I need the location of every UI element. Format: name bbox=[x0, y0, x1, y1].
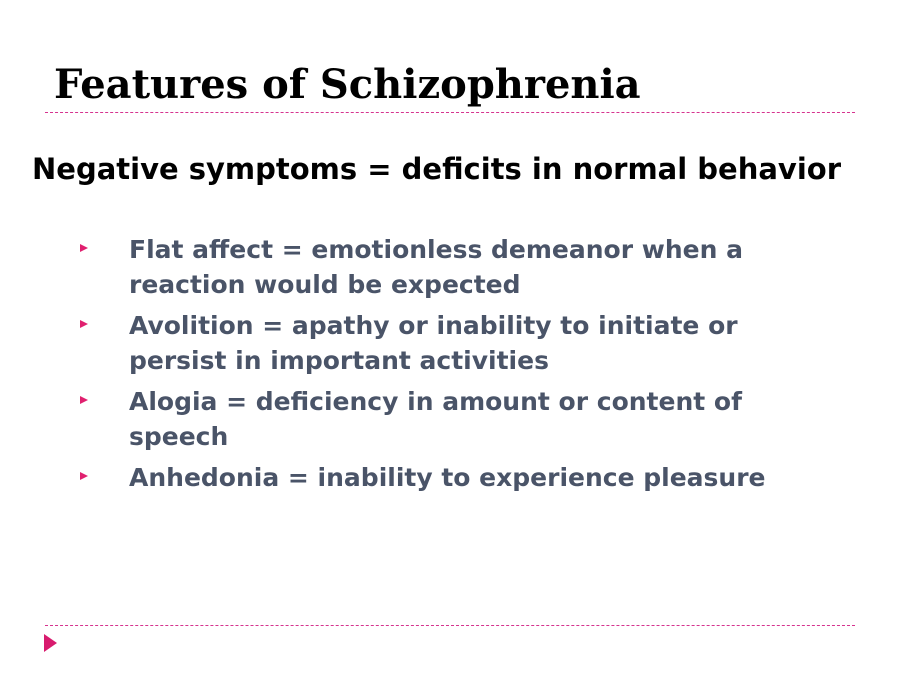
sub-point-text: Avolition = apathy or inability to initiate or persist in important activities bbox=[129, 311, 738, 375]
title-divider bbox=[45, 112, 855, 113]
sub-point-item bbox=[0, 308, 819, 378]
sub-point-text: Flat affect = emotionless demeanor when a reaction would be expected bbox=[129, 235, 743, 299]
sub-point-item bbox=[0, 384, 819, 454]
footer-divider bbox=[45, 625, 855, 626]
triangle-arrow-icon bbox=[44, 634, 57, 652]
slide-title: Features of Schizophrenia bbox=[54, 61, 641, 108]
sub-point-item bbox=[0, 460, 819, 495]
sub-point-text: Alogia = deficiency in amount or content of speech bbox=[129, 387, 742, 451]
triangle-bullet-icon bbox=[80, 244, 88, 252]
main-point: Negative symptoms = deficits in normal behavior bbox=[32, 152, 841, 186]
sub-point-text: Anhedonia = inability to experience pleasure bbox=[129, 463, 766, 492]
triangle-bullet-icon bbox=[80, 396, 88, 404]
sub-point-list bbox=[0, 232, 860, 501]
triangle-bullet-icon bbox=[80, 320, 88, 328]
triangle-bullet-icon bbox=[80, 472, 88, 480]
sub-point-item bbox=[0, 232, 819, 302]
